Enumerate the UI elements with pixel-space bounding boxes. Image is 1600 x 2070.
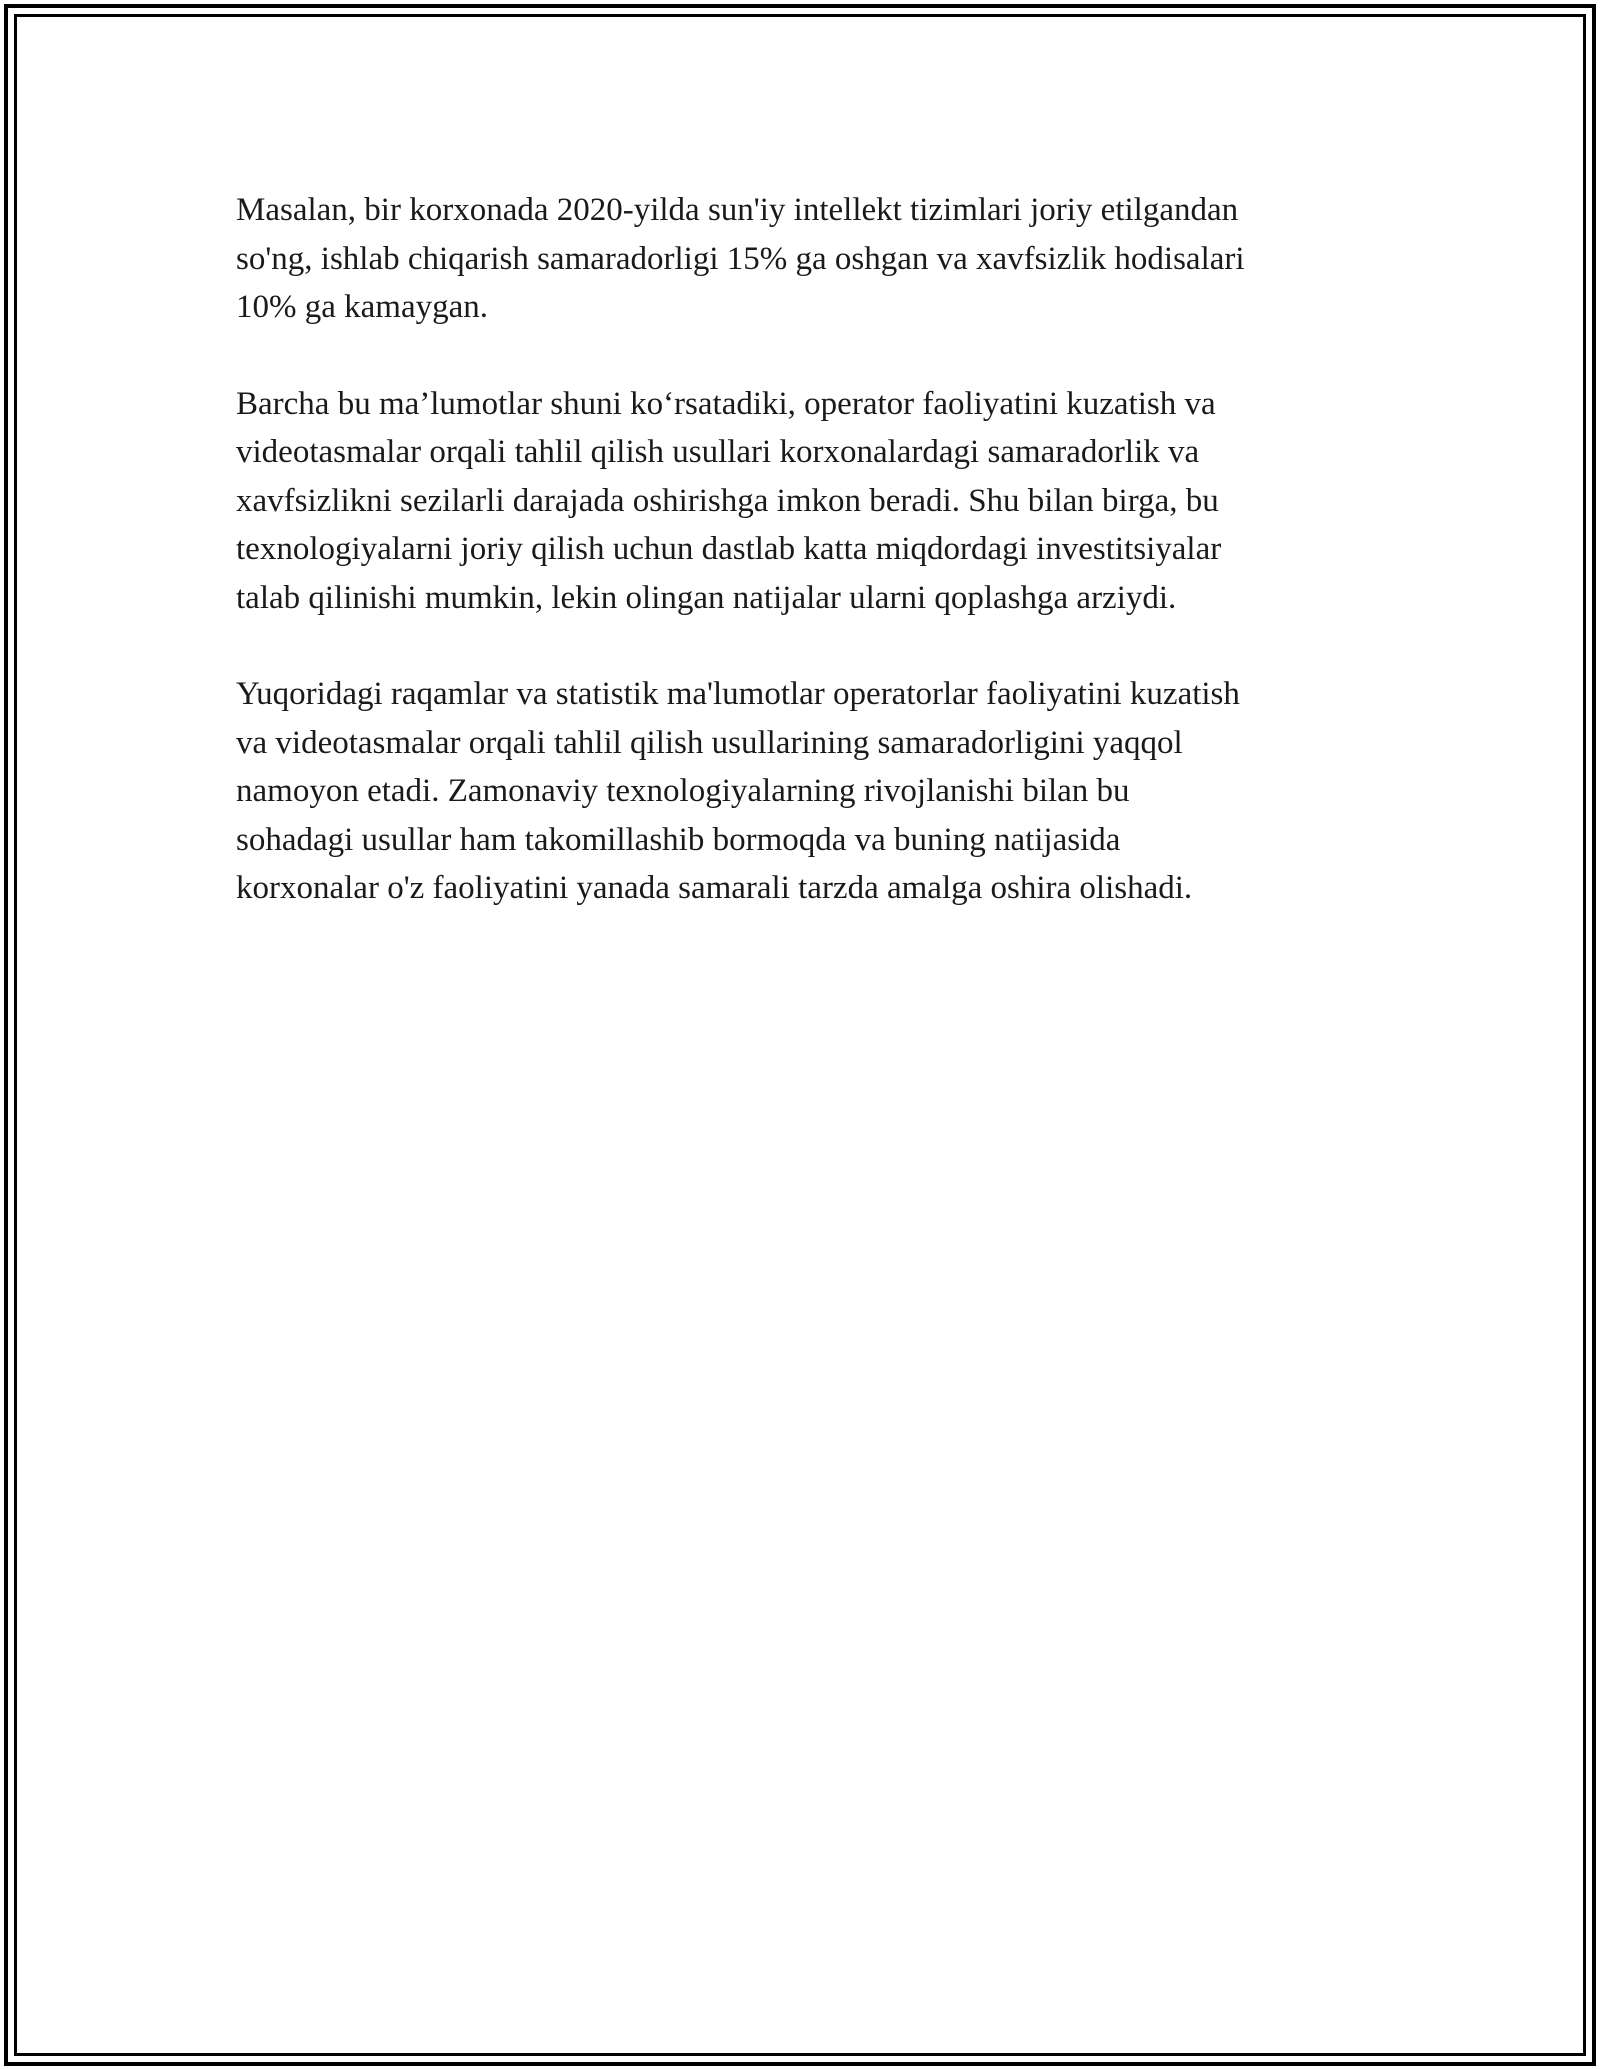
text-line: Barcha bu ma’lumotlar shuni ko‘rsatadiki, operator faoliyatini kuzatish va [236, 385, 1216, 422]
paragraph-2 [236, 380, 1386, 623]
text-line: Yuqoridagi raqamlar va statistik ma'lumotlar operatorlar faoliyatini kuzatish [236, 676, 1240, 712]
text-line: xavfsizlikni sezilarli darajada oshirishga imkon beradi. Shu bilan birga, bu [236, 482, 1219, 519]
paragraph-3 [236, 670, 1386, 913]
text-line: korxonalar o'z faoliyatini yanada samarali tarzda amalga oshira olishadi. [236, 870, 1193, 906]
text-line: Masalan, bir korxonada 2020-yilda sun'iy intellekt tizimlari joriy etilgandan [236, 192, 1239, 228]
text-line: va videotasmalar orqali tahlil qilish usullarining samaradorligini yaqqol [236, 724, 1183, 761]
paragraph-1 [236, 186, 1386, 332]
text-line: 10% ga kamaygan. [236, 289, 488, 325]
text-line: texnologiyalarni joriy qilish uchun dastlab katta miqdordagi investitsiyalar [236, 531, 1222, 567]
text-line: so'ng, ishlab chiqarish samaradorligi 15% ga oshgan va xavfsizlik hodisalari [236, 240, 1245, 277]
text-line: talab qilinishi mumkin, lekin olingan natijalar ularni qoplashga arziydi. [236, 579, 1177, 616]
document-body [236, 186, 1386, 961]
text-line: namoyon etadi. Zamonaviy texnologiyalarning rivojlanishi bilan bu [236, 773, 1130, 809]
text-line: videotasmalar orqali tahlil qilish usullari korxonalardagi samaradorlik va [236, 434, 1200, 470]
text-line: sohadagi usullar ham takomillashib bormoqda va buning natijasida [236, 821, 1121, 858]
